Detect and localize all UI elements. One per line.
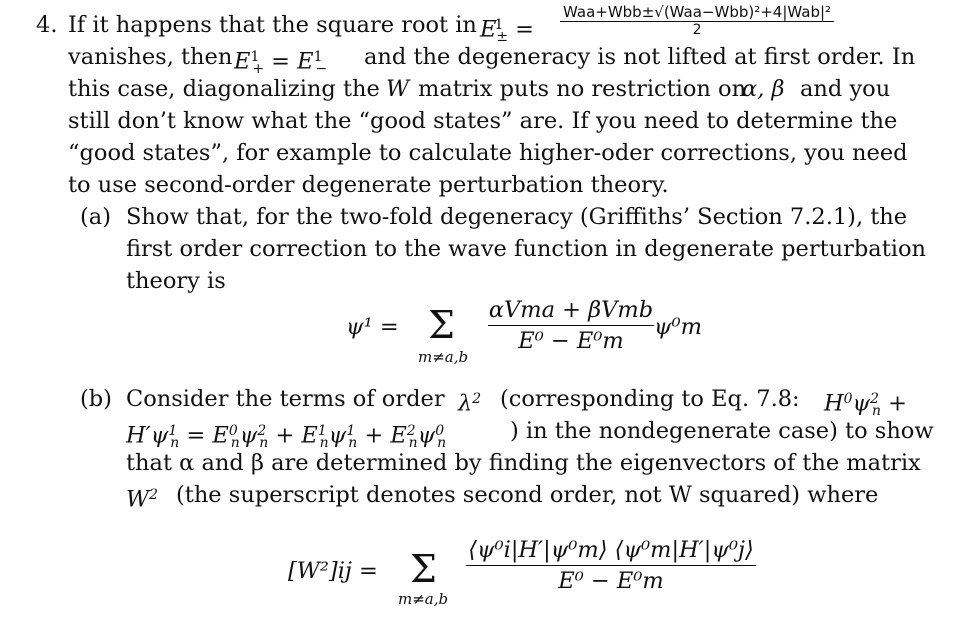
sum-index-b: m≠a,b — [398, 590, 449, 608]
part-b-label: (b) — [80, 386, 112, 412]
equation-a-trailing: ψ⁰m — [654, 314, 702, 340]
intro-text-8: “good states”, for example to calculate higher-oder corrections, you need — [68, 140, 908, 166]
part-b-text-4: that α and β are determined by finding the eigenvectors of the matrix — [126, 450, 921, 476]
energy-symbol: $E^1_\pm$ = — [480, 16, 535, 45]
eigenvalue-fraction — [560, 3, 834, 38]
part-a-label: (a) — [80, 204, 111, 230]
intro-text-7: still don’t know what the “good states” are. If you need to determine the — [68, 108, 898, 134]
intro-text-1: If it happens that the square root in — [68, 12, 477, 38]
part-a-text-1: Show that, for the two-fold degeneracy (Griffiths’ Section 7.2.1), the — [126, 204, 908, 230]
w-symbol: W — [386, 76, 410, 102]
part-b-text-3: ) in the nondegenerate case) to show — [510, 418, 934, 444]
part-a-text-3: theory is — [126, 268, 226, 294]
equation-b-denominator: E⁰ − E⁰m — [558, 568, 664, 594]
part-b-text-1: Consider the terms of order — [126, 386, 445, 412]
part-b-text-5: (the superscript denotes second order, not W squared) where — [176, 482, 879, 508]
fraction-numerator: Waa+Wbb±√(Waa−Wbb)²+4|Wab|² — [563, 3, 832, 21]
summation-symbol-a: Σ — [428, 303, 455, 347]
w2-symbol: $W^2$ — [126, 486, 159, 513]
alpha-beta-symbols: α, β — [742, 76, 785, 102]
equation-a-numerator: αVma + βVmb — [488, 297, 654, 323]
intro-text-4: this case, diagonalizing the — [68, 76, 380, 102]
intro-text-9: to use second-order degenerate perturbation theory. — [68, 172, 669, 198]
equation-a-bar — [488, 325, 654, 326]
eq78-body: $H'\psi^1_n = E^0_n\psi^2_n + E^1_n\psi^1_n + E^2_n\psi^0_n$ — [126, 422, 447, 451]
equation-a-denominator: E⁰ − E⁰m — [518, 328, 624, 354]
summation-symbol-b: Σ — [410, 547, 437, 591]
sum-index-a: m≠a,b — [418, 348, 469, 366]
equation-b-numerator: ⟨ψ⁰i|H′|ψ⁰m⟩ ⟨ψ⁰m|H′|ψ⁰j⟩ — [468, 537, 754, 563]
energy-equality: $E^1_+ = E^1_-$ — [234, 48, 328, 77]
equation-b-lhs: [W²]ij = — [288, 558, 378, 584]
equation-a-fraction — [488, 296, 654, 355]
lambda-squared: $\lambda^2$ — [458, 390, 482, 417]
eq78-lhs-start: $H^0\psi^2_n$ + — [824, 390, 908, 419]
equation-a-lhs: ψ¹ = — [346, 314, 399, 340]
problem-number: 4. — [36, 12, 58, 38]
equation-b-fraction — [466, 536, 756, 595]
intro-text-3: and the degeneracy is not lifted at first order. In — [364, 44, 916, 70]
intro-text-5: matrix puts no restriction on — [418, 76, 747, 102]
intro-text-2: vanishes, then — [68, 44, 233, 70]
part-a-text-2: first order correction to the wave function in degenerate perturbation — [126, 236, 926, 262]
equation-b-bar — [466, 565, 756, 566]
fraction-denominator: 2 — [692, 22, 702, 38]
part-b-text-2: (corresponding to Eq. 7.8: — [500, 386, 800, 412]
intro-text-6: and you — [800, 76, 891, 102]
